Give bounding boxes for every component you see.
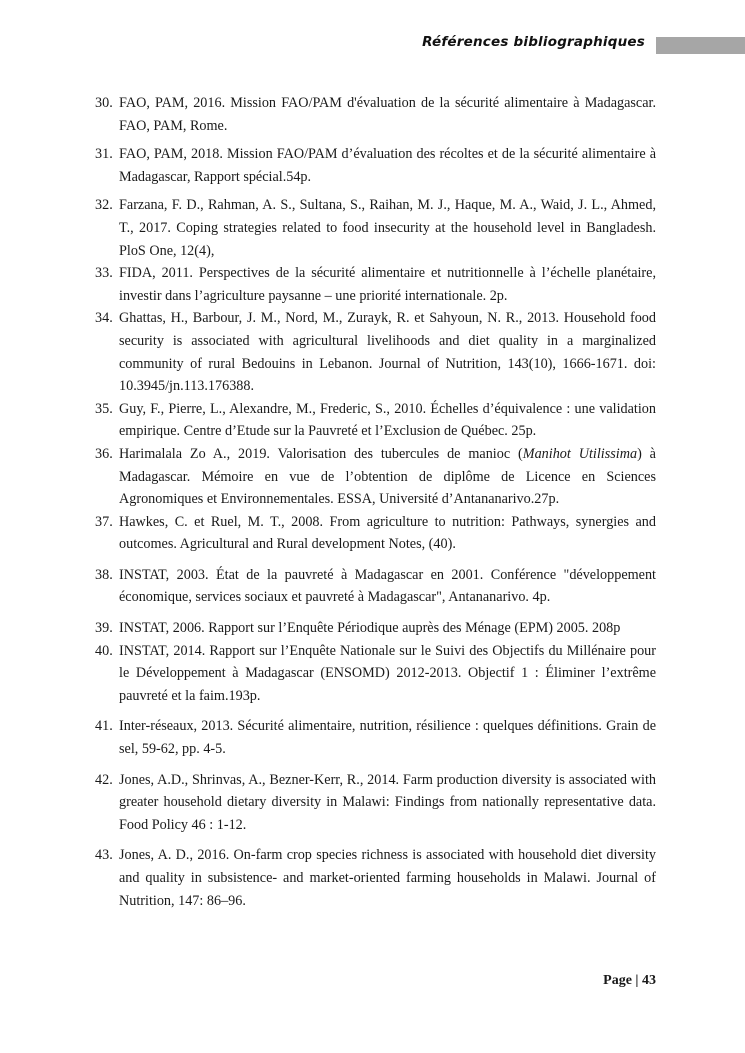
reference-number: 33.	[95, 265, 113, 282]
reference-italic-species: Manihot Utilissima	[522, 445, 638, 462]
header-title: Références bibliographiques	[422, 34, 645, 50]
reference-text-end: ) à Madagascar. Mémoire en vue de l’obtention de diplôme de Licence en Sciences Agronomiques et Environnementales. ESSA, Université d’Antananarivo.27p.	[119, 445, 656, 508]
reference-text: FAO, PAM, 2018. Mission FAO/PAM d’évaluation des récoltes et de la sécurité alimentaire à Madagascar, Rapport spécial.54p.	[119, 146, 656, 185]
reference-item-40	[95, 640, 656, 708]
reference-text: INSTAT, 2006. Rapport sur l’Enquête Périodique auprès des Ménage (EPM) 2005. 208p	[119, 620, 621, 637]
reference-item-34	[95, 307, 656, 397]
reference-item-35	[95, 398, 656, 443]
reference-text: INSTAT, 2014. Rapport sur l’Enquête Nationale sur le Suivi des Objectifs du Millénaire pour le Développement à Madagascar (ENSOMD) 2012-2013. Objectif 1 : Éliminer l’extrême pauvreté et la faim.193p.	[119, 642, 656, 704]
reference-number: 38.	[95, 566, 113, 583]
reference-text: Guy, F., Pierre, L., Alexandre, M., Frederic, S., 2010. Échelles d’équivalence : une validation empirique. Centre d’Etude sur la Pauvreté et l’Exclusion de Québec. 25p.	[119, 400, 656, 440]
reference-text: Hawkes, C. et Ruel, M. T., 2008. From agriculture to nutrition: Pathways, synergies and outcomes. Agricultural and Rural development Notes, (40).	[119, 513, 656, 553]
page-number: Page | 43	[603, 973, 656, 988]
reference-number: 39.	[95, 620, 113, 637]
reference-number: 37.	[95, 513, 113, 530]
reference-item-41	[95, 715, 656, 760]
reference-item-33	[95, 262, 656, 307]
reference-text: FIDA, 2011. Perspectives de la sécurité alimentaire et nutritionnelle à l’échelle planétaire, investir dans l’agriculture paysanne – une priorité internationale. 2p.	[119, 265, 656, 304]
reference-text: INSTAT, 2003. État de la pauvreté à Madagascar en 2001. Conférence "développement économique, services sociaux et pauvreté à Madagascar", Antananarivo. 4p.	[119, 566, 656, 606]
reference-text: Jones, A. D., 2016. On-farm crop species richness is associated with household diet diversity and quality in subsistence- and market-oriented farming households in Malawi. Journal of Nutrition, 147: 86–96.	[119, 847, 656, 909]
reference-item-39	[95, 617, 656, 640]
reference-item-36	[95, 443, 656, 511]
page-header	[0, 34, 745, 54]
reference-text: Inter-réseaux, 2013. Sécurité alimentaire, nutrition, résilience : quelques définitions. Grain de sel, 59-62, pp. 4-5.	[119, 718, 656, 758]
reference-number: 32.	[95, 197, 113, 214]
reference-item-38	[95, 564, 656, 609]
reference-item-32	[95, 194, 656, 262]
reference-number: 35.	[95, 400, 113, 417]
reference-list	[95, 92, 656, 912]
reference-number: 30.	[95, 95, 113, 111]
reference-text-start: Harimalala Zo A., 2019. Valorisation des tubercules de manioc (	[119, 445, 523, 462]
reference-text: Farzana, F. D., Rahman, A. S., Sultana, S., Raihan, M. J., Haque, M. A., Waid, J. L., Ahmed, T., 2017. Coping strategies related to food insecurity at the household level in Bangladesh. PloS One, 12(4),	[119, 197, 656, 259]
reference-number: 42.	[95, 771, 113, 788]
reference-number: 31.	[95, 146, 113, 163]
reference-item-37	[95, 511, 656, 556]
reference-item-42	[95, 769, 656, 837]
reference-number: 34.	[95, 310, 113, 327]
reference-text: Jones, A.D., Shrinvas, A., Bezner-Kerr, R., 2014. Farm production diversity is associated with greater household dietary diversity in Malawi: Findings from nationally representative data. Food Policy 46 : 1-12.	[119, 771, 656, 833]
reference-text: Ghattas, H., Barbour, J. M., Nord, M., Zurayk, R. et Sahyoun, N. R., 2013. Household food security is associated with agricultural livelihoods and diet quality in a marginalized community of rural Bedouins in Lebanon. Journal of Nutrition, 143(10), 1666-1671. doi: 10.3945/jn.113.176388.	[119, 310, 656, 395]
reference-item-31	[95, 143, 656, 188]
reference-number: 41.	[95, 718, 113, 735]
reference-item-43	[95, 844, 656, 912]
reference-number: 43.	[95, 847, 113, 864]
reference-number: 40.	[95, 642, 113, 659]
reference-number: 36.	[95, 445, 113, 462]
reference-item-30	[95, 92, 656, 137]
header-decorative-bar	[656, 37, 745, 54]
reference-text: FAO, PAM, 2016. Mission FAO/PAM d'évaluation de la sécurité alimentaire à Madagascar. FAO, PAM, Rome.	[119, 95, 656, 134]
